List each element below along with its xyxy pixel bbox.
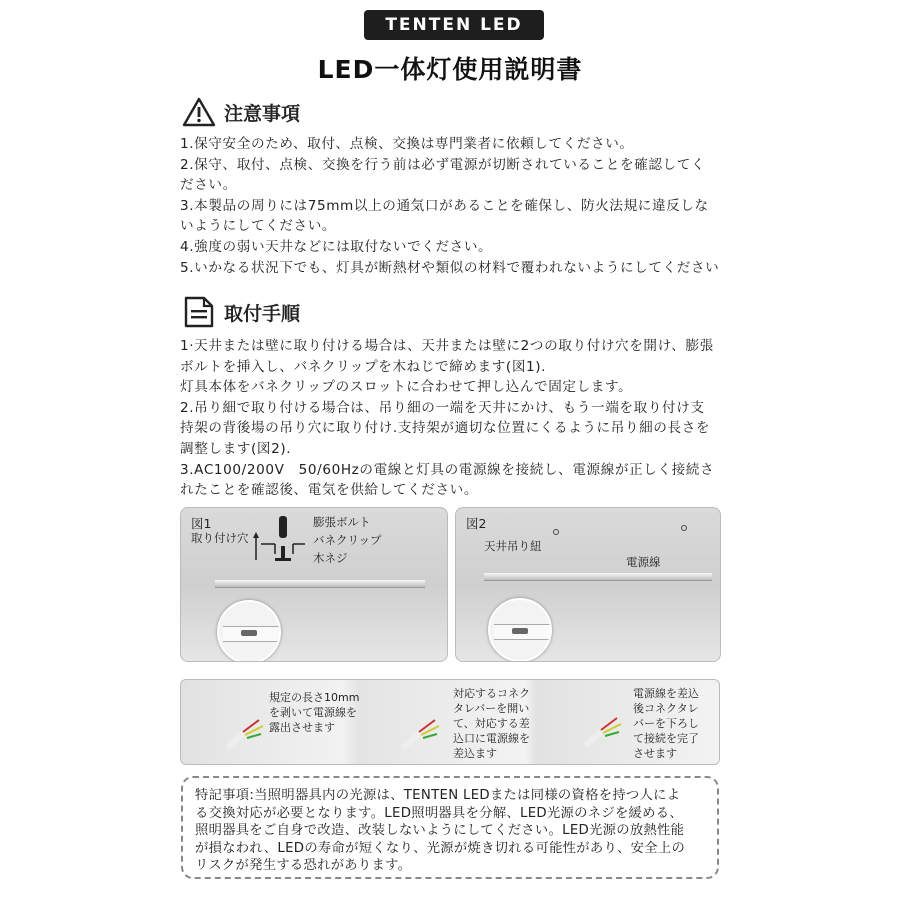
wiring-step-line: 差込ます [453, 747, 497, 760]
wiring-step-line: タレバーを開い [453, 702, 530, 715]
ceiling-hole-icon [553, 529, 559, 535]
note-line: が損なわれ、LEDの寿命が短くなり、光源が焼き切れる可能性があり、安全上の [195, 840, 686, 856]
install-line: れたことを確認後、電気を供給してください。 [180, 482, 479, 499]
led-fixture [215, 580, 425, 588]
wiring-step-line: バーを下ろし [633, 717, 699, 730]
mounting-hole-label: 取り付け穴 [191, 531, 249, 545]
caution-line: 2.保守、取付、点検、交換を行う前は必ず電源が切断されていることを確認してく [180, 156, 706, 173]
wiring-step-line: を剥いて電源線を [269, 706, 357, 719]
wiring-step-line: 対応するコネク [453, 687, 530, 700]
install-line: 2.吊り細で取り付ける場合は、吊り細の一端を天井にかけ、もう一端を取り付け支 [180, 399, 705, 416]
wiring-step-line: 露出させます [269, 721, 335, 734]
note-line: る交換対応が必要となります。LED照明器具を分解、LED光源のネジを緩める、 [195, 805, 683, 821]
install-list [180, 336, 725, 501]
wire-icon [225, 710, 269, 754]
figure-2 [455, 507, 721, 662]
wiring-step-line: 規定の長さ10mm [269, 691, 360, 704]
caution-line: いようにしてください。 [180, 218, 337, 235]
power-cable-label: 電源線 [626, 555, 661, 569]
caution-list [180, 134, 725, 278]
figure-2-label: 図2 [466, 516, 487, 531]
led-fixture [484, 573, 712, 581]
wire-icon [583, 708, 627, 752]
wood-screw-label: 木ネジ [313, 551, 348, 565]
caution-line: ださい。 [180, 177, 237, 194]
caution-line: 4.強度の弱い天井などには取付ないでください。 [180, 238, 493, 255]
expansion-bolt-label: 膨張ボルト [313, 515, 371, 529]
note-line: 照明器具をご自身で改造、改装しないようにしてください。LED光源の放熱性能 [195, 823, 685, 838]
ceiling-hanger-label: 天井吊り紐 [484, 539, 542, 553]
wiring-step-2 [361, 680, 541, 765]
document-icon [182, 295, 216, 329]
wiring-step-line: させます [633, 747, 677, 760]
install-heading: 取付手順 [224, 302, 301, 325]
bolt-diagram-icon [253, 514, 305, 570]
clip-detail-circle [488, 598, 552, 662]
install-line: 灯具本体をバネクリップのスロットに合わせて押し込んで固定します。 [180, 379, 633, 396]
ceiling-hole-icon [681, 525, 687, 531]
caution-header [182, 97, 300, 127]
caution-line: 5.いかなる状況下でも、灯具が断熱材や類似の材料で覆われないようにしてください [180, 259, 720, 276]
wiring-steps [180, 679, 720, 765]
wiring-step-line: 電源線を差込 [633, 687, 699, 700]
special-note-box [181, 776, 719, 879]
wiring-step-line: 込口に電源線を [453, 732, 530, 745]
wiring-step-line: て接続を完了 [633, 732, 699, 745]
figure-1 [180, 507, 448, 662]
brand-badge: TENTEN LED [364, 10, 544, 40]
wiring-step-line: 後コネクタレ [633, 702, 699, 715]
clip-detail-circle [217, 600, 281, 662]
wire-icon [401, 710, 445, 754]
wiring-step-line: て、対応する差 [453, 717, 530, 730]
caution-line: 1.保守安全のため、取付、点検、交換は専門業者に依頼してください。 [180, 136, 634, 152]
figure-1-label: 図1 [191, 516, 212, 531]
caution-line: 3.本製品の周りには75mm以上の通気口があることを確保し、防火法規に違反しな [180, 197, 709, 214]
wiring-step-3 [541, 680, 720, 765]
wiring-step-1 [181, 680, 361, 765]
page-title: LED一体灯使用説明書 [317, 55, 583, 84]
spring-clip-label: バネクリップ [313, 533, 382, 547]
note-line: 特記事項:当照明器具内の光源は、TENTEN LEDまたは同様の資格を持つ人によ [195, 788, 681, 803]
install-header [182, 295, 300, 329]
warning-icon [182, 97, 216, 127]
install-line: 3.AC100/200V 50/60Hzの電線と灯具の電源線を接続し、電源線が正しく接続さ [180, 461, 715, 478]
install-line: 1·天井または壁に取り付ける場合は、天井または壁に2つの取り付け穴を開け、膨張 [180, 338, 714, 354]
note-line: リスクが発生する恐れがあります。 [195, 858, 412, 873]
install-line: ボルトを挿入し、バネクリップを木ねじで締めます(図1). [180, 358, 547, 375]
caution-heading: 注意事項 [224, 102, 301, 125]
install-line: 持架の背後場の吊り穴に取り付け.支持架が適切な位置にくるように吊り細の長さを [180, 420, 711, 437]
install-line: 調整します(図2). [180, 440, 292, 457]
